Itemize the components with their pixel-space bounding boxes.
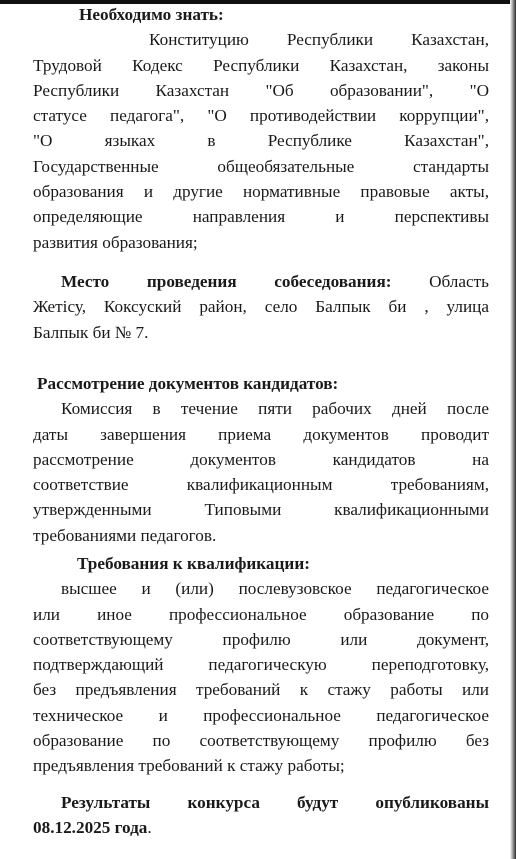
document-review-line: рассмотрение документов кандидатов на <box>33 449 489 469</box>
knowledge-line: статусе педагога", "О противодействии коррупции", <box>33 106 489 126</box>
qualification-line: или иное профессиональное образование по <box>33 604 489 624</box>
qualification-heading: Требования к квалификации: <box>77 554 310 573</box>
results-date: 08.12.2025 года <box>33 818 148 838</box>
knowledge-line: образования и другие нормативные правовые акты, <box>33 182 489 202</box>
document-review-heading: Рассмотрение документов кандидатов: <box>37 374 339 393</box>
section-interview-place <box>33 269 489 345</box>
section-results <box>33 790 489 841</box>
section-document-review <box>33 371 489 548</box>
document-review-line: соответствие квалификационным требованиям, <box>33 475 489 495</box>
section-knowledge <box>33 2 489 255</box>
results-line: Результаты конкурса будут опубликованы <box>61 793 489 812</box>
qualification-line: подтверждающий педагогическую переподготовку, <box>33 655 489 675</box>
qualification-line: без предъявления требований к стажу работы или <box>33 680 489 700</box>
knowledge-line: Конституцию Республики Казахстан, <box>149 30 489 50</box>
document-review-line: утвержденными Типовыми квалификационными <box>33 500 489 520</box>
section-knowledge-heading: Необходимо знать: <box>79 5 224 24</box>
document-review-line: требованиями педагогов. <box>33 525 217 545</box>
interview-place-first-line <box>33 269 489 294</box>
document-review-line: даты завершения приема документов проводит <box>33 424 489 444</box>
document-review-line: Комиссия в течение пяти рабочих дней после <box>61 399 489 419</box>
interview-place-line: Балпык би № 7. <box>33 322 149 342</box>
section-qualification <box>33 551 489 779</box>
interview-place-region: Область <box>429 272 489 291</box>
page-right-edge <box>510 0 516 859</box>
interview-place-line: Жетісу, Коксуский район, село Балпык би , улица <box>33 297 489 317</box>
qualification-line: техническое и профессиональное педагогическое <box>33 705 489 725</box>
knowledge-line: "О языках в Республике Казахстан", <box>33 131 489 151</box>
knowledge-line: определяющие направления и перспективы <box>33 207 489 227</box>
qualification-line: соответствующему профилю или документ, <box>33 629 489 649</box>
qualification-line: образование по соответствующему профилю без <box>33 731 489 751</box>
knowledge-line: Государственные общеобязательные стандарты <box>33 156 489 176</box>
knowledge-line: Республики Казахстан "Об образовании", "О <box>33 80 489 100</box>
qualification-line: высшее и (или) послевузовское педагогическое <box>61 579 489 599</box>
interview-place-heading: Место проведения собеседования: <box>61 272 392 291</box>
results-date-period: . <box>147 818 152 838</box>
qualification-line: предъявления требований к стажу работы; <box>33 756 345 776</box>
results-date-line <box>33 815 489 840</box>
knowledge-line: развития образования; <box>33 232 198 252</box>
knowledge-line: Трудовой Кодекс Республики Казахстан, законы <box>33 55 489 75</box>
